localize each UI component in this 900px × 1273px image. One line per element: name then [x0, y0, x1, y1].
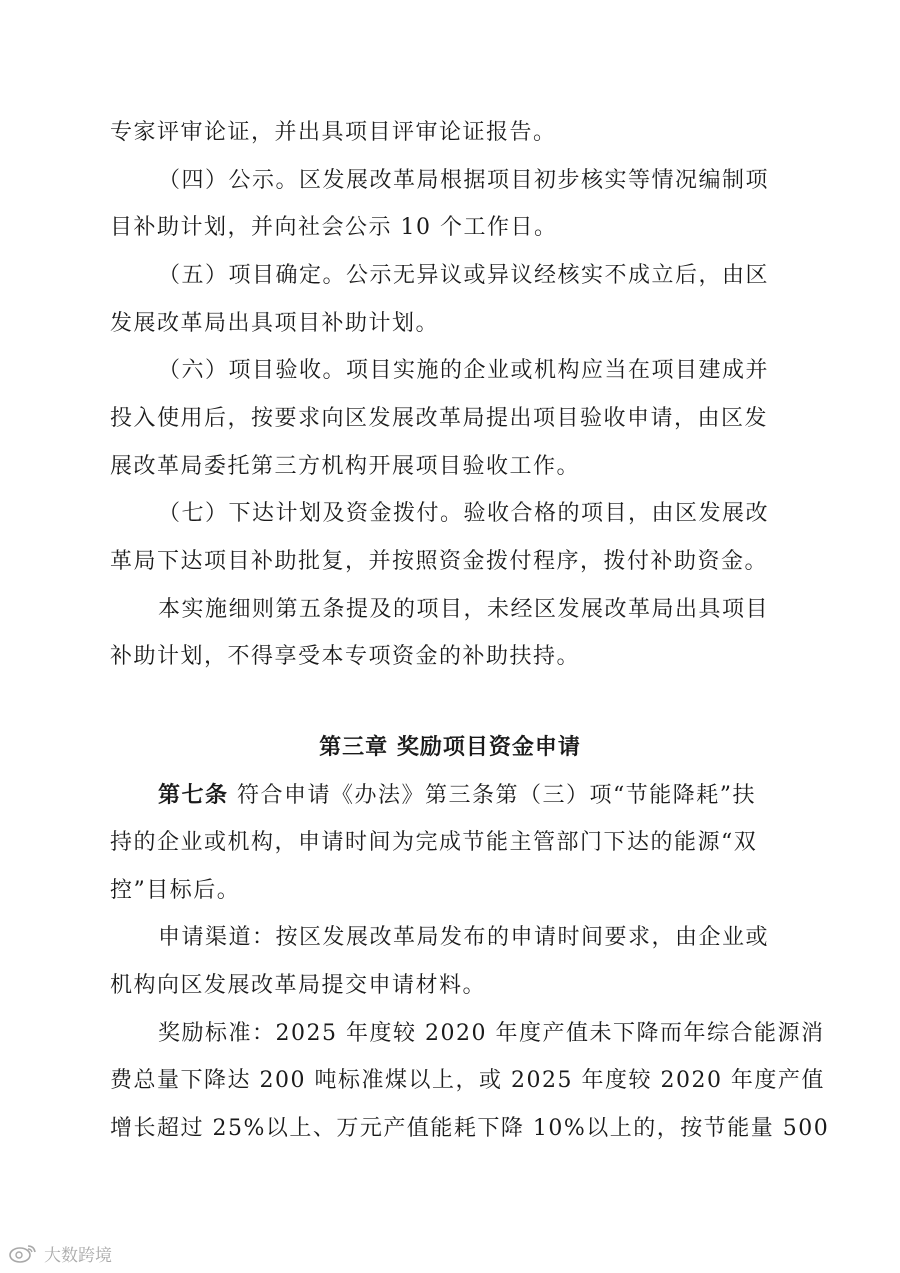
article-label: 第七条: [158, 783, 229, 808]
paragraph-line: 专家评审论证，并出具项目评审论证报告。: [110, 120, 557, 145]
paragraph-line: 机构向区发展改革局提交申请材料。: [110, 973, 487, 998]
paragraph-line: （五）项目确定。公示无异议或异议经核实不成立后，由区: [158, 263, 770, 288]
chapter-heading: 第三章 奖励项目资金申请: [319, 735, 581, 760]
article-line-text: 符合申请《办法》第三条第（三）项“节能降耗”扶: [228, 783, 757, 808]
paragraph-line: 投入使用后，按要求向区发展改革局提出项目验收申请，由区发: [110, 406, 769, 431]
paragraph-line: 费总量下降达 200 吨标准煤以上，或 2025 年度较 2020 年度产值: [110, 1068, 825, 1093]
paragraph-line: 展改革局委托第三方机构开展项目验收工作。: [110, 454, 581, 479]
paragraph-line: 发展改革局出具项目补助计划。: [110, 311, 440, 336]
paragraph-line: 控”目标后。: [110, 878, 241, 903]
paragraph-line: 申请渠道：按区发展改革局发布的申请时间要求，由企业或: [158, 925, 770, 950]
paragraph-line: （六）项目验收。项目实施的企业或机构应当在项目建成并: [158, 358, 770, 383]
watermark-text: 大数跨境: [44, 1245, 112, 1266]
paragraph-line: 补助计划，不得享受本专项资金的补助扶持。: [110, 644, 581, 669]
paragraph-line: （七）下达计划及资金拨付。验收合格的项目，由区发展改: [158, 501, 770, 526]
paragraph-line: 目补助计划，并向社会公示 10 个工作日。: [110, 215, 558, 240]
paragraph-line: 持的企业或机构，申请时间为完成节能主管部门下达的能源“双: [110, 830, 758, 855]
paragraph-line: （四）公示。区发展改革局根据项目初步核实等情况编制项: [158, 168, 770, 193]
watermark: [8, 1240, 112, 1266]
weibo-logo-icon: [8, 1242, 38, 1264]
paragraph-line: 革局下达项目补助批复，并按照资金拨付程序，拨付补助资金。: [110, 549, 769, 574]
paragraph-line: 奖励标准：2025 年度较 2020 年度产值未下降而年综合能源消: [158, 1021, 825, 1046]
paragraph-line: 本实施细则第五条提及的项目，未经区发展改革局出具项目: [158, 597, 770, 622]
paragraph-line: 增长超过 25%以上、万元产值能耗下降 10%以上的，按节能量 500: [110, 1116, 830, 1141]
article-first-line: [158, 781, 800, 811]
